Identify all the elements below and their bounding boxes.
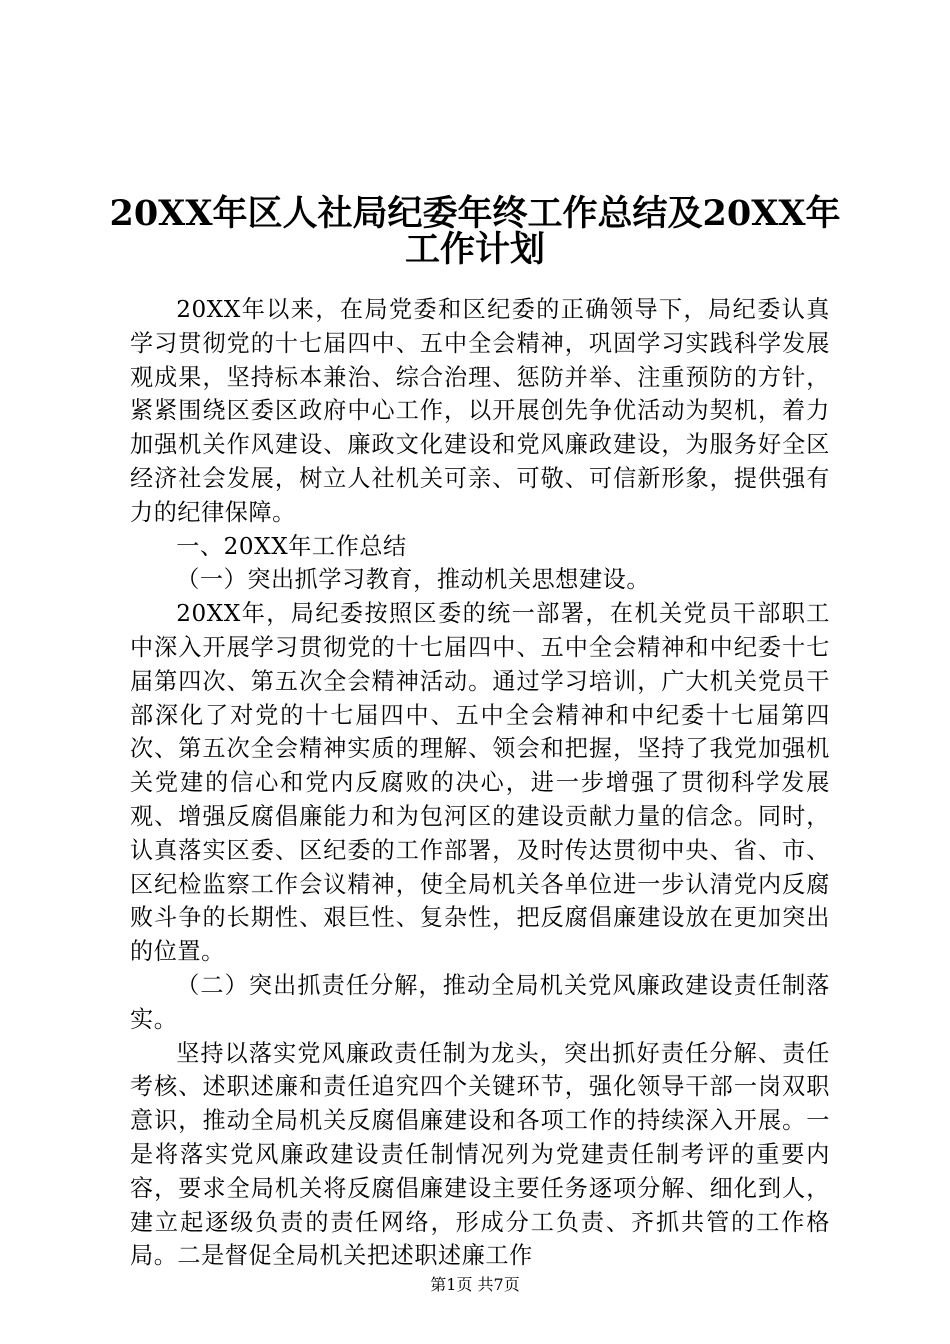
document-title-line-1: 20XX年区人社局纪委年终工作总结及20XX年 [109,193,841,234]
section-heading: 一、20XX年工作总结 [176,533,407,560]
page-footer: 第1页 共7页 [430,1275,520,1294]
document-title-line-2: 工作计划 [404,229,545,270]
paragraph-study: 20XX年，局纪委按照区委的统一部署，在机关党员干部职工中深入开展学习贯彻党的十七届四中、五中全会精神和中纪委十七届第四次、第五次全会精神活动。通过学习培训，广大机关党员干部深化了对党的十七届四中、五中全会精神和中纪委十七届第四次、第五次全会精神实质的理解、领会和把握，坚持了我党加强机关党建的信心和党内反腐败的决心，进一步增强了贯彻科学发展观、增强反腐倡廉能力和为包河区的建设贡献力量的信念。同时，认真落实区委、区纪委的工作部署，及时传达贯彻中央、省、市、区纪检监察工作会议精神，使全局机关各单位进一步认清党内反腐败斗争的长期性、艰巨性、复杂性，把反腐倡廉建设放在更加突出的位置。 [130,601,830,966]
paragraph-intro: 20XX年以来，在局党委和区纪委的正确领导下，局纪委认真学习贯彻党的十七届四中、五中全会精神，巩固学习实践科学发展观成果，坚持标本兼治、综合治理、惩防并举、注重预防的方针，紧紧围绕区委区政府中心工作，以开展创先争优活动为契机，着力加强机关作风建设、廉政文化建设和党风廉政建设，为服务好全区经济社会发展，树立人社机关可亲、可敬、可信新形象，提供强有力的纪律保障。 [130,297,830,526]
document-body [130,294,830,1274]
paragraph-responsibility: 坚持以落实党风廉政责任制为龙头，突出抓好责任分解、责任考核、述职述廉和责任追究四个关键环节，强化领导干部一岗双职意识，推动全局机关反腐倡廉建设和各项工作的持续深入开展。一是将落实党风廉政建设责任制情况列为党建责任制考评的重要内容，要求全局机关将反腐倡廉建设主要任务逐项分解、细化到人，建立起逐级负责的责任网络，形成分工负责、齐抓共管的工作格局。二是督促全局机关把述职述廉工作 [130,1040,830,1270]
subsection-heading-1: （一）突出抓学习教育，推动机关思想建设。 [176,567,651,594]
subsection-heading-2: （二）突出抓责任分解，推动全局机关党风廉政建设责任制落实。 [130,972,830,1033]
